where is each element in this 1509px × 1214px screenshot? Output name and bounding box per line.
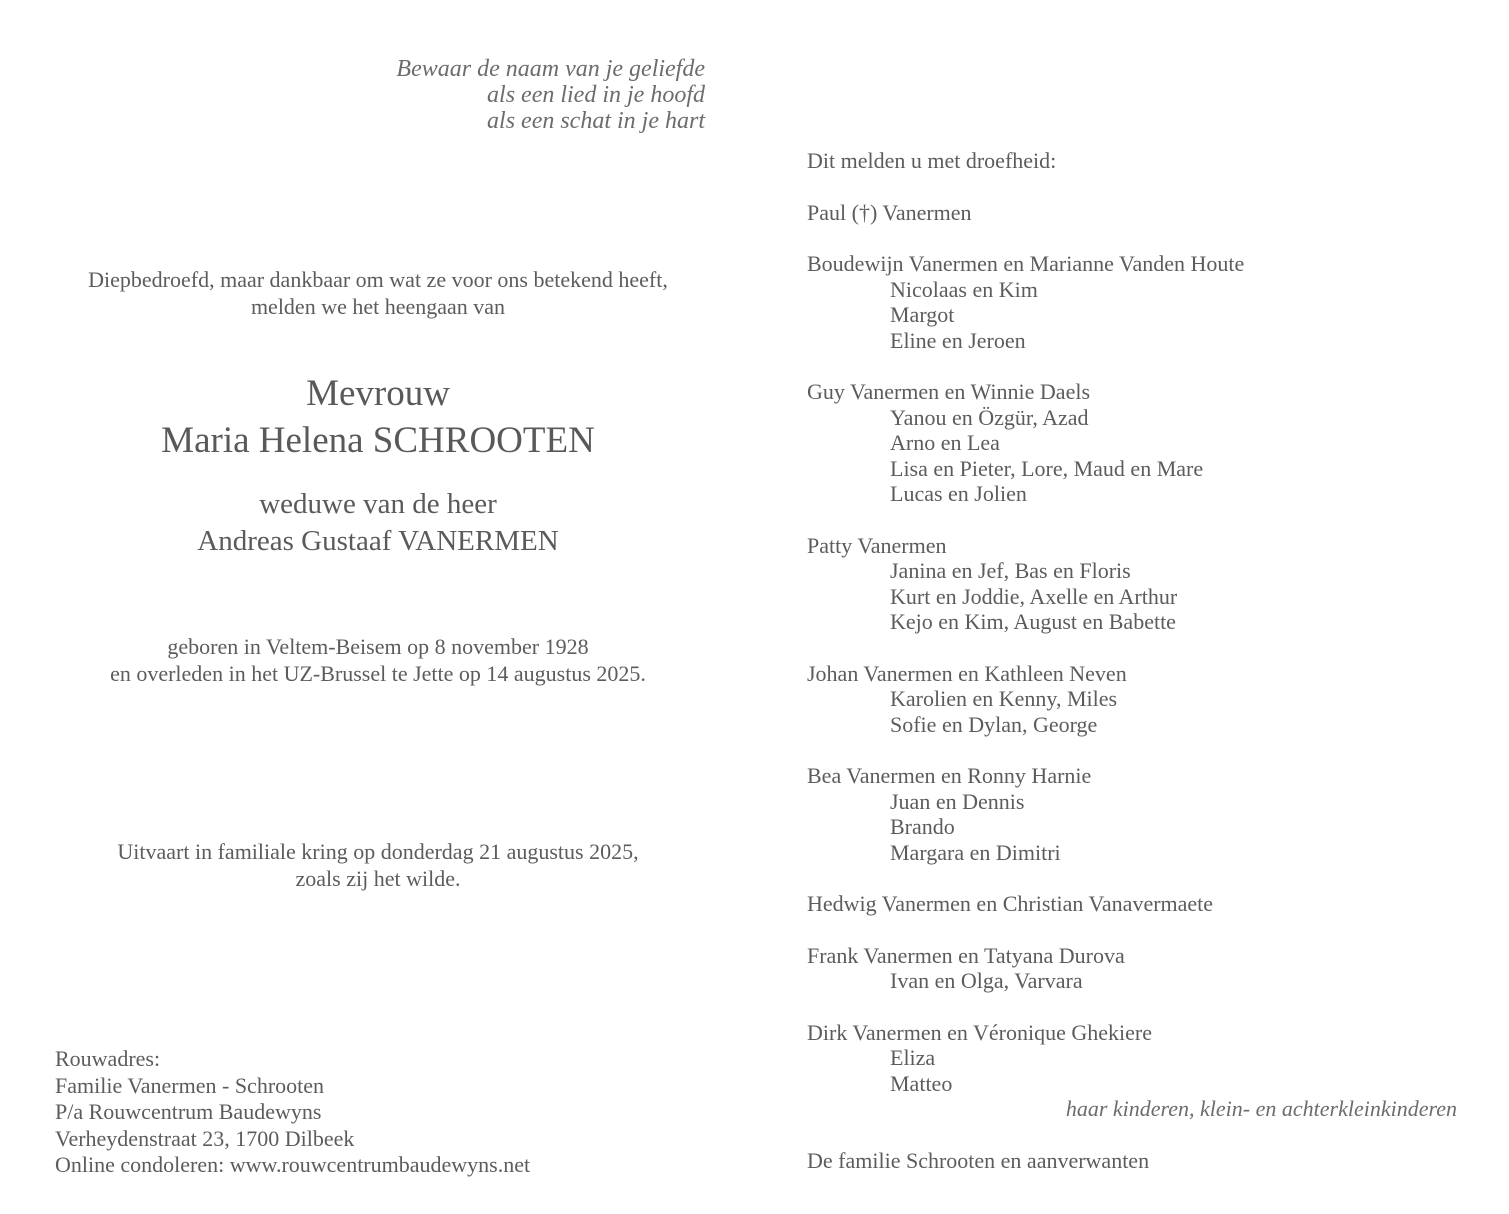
life-dates-block <box>0 633 756 687</box>
family-child: Ivan en Olga, Varvara <box>890 968 1083 993</box>
families-list <box>807 200 1457 1097</box>
family-head: Hedwig Vanermen en Christian Vanavermaete <box>807 891 1214 916</box>
mourning-address-block <box>55 1046 530 1179</box>
widow-label: weduwe van de heer <box>259 488 497 520</box>
widow-block <box>0 486 756 560</box>
family-column <box>807 148 1457 1173</box>
family-child: Nicolaas en Kim <box>890 276 1038 302</box>
family-head: Guy Vanermen en Winnie Daels <box>807 379 1091 404</box>
family-child: Lucas en Jolien <box>890 481 1027 506</box>
birth-line: geboren in Veltem-Beisem op 8 november 1928 <box>167 634 589 659</box>
family-head: Boudewijn Vanermen en Marianne Vanden Houte <box>807 251 1245 276</box>
intro-line: Diepbedroefd, maar dankbaar om wat ze voor ons betekend heeft, <box>88 267 668 292</box>
address-line: Familie Vanermen - Schrooten <box>55 1072 325 1098</box>
family-child: Janina en Jef, Bas en Floris <box>890 558 1131 583</box>
deceased-name: Maria Helena SCHROOTEN <box>161 420 595 461</box>
family-head: Bea Vanermen en Ronny Harnie <box>807 763 1092 788</box>
family-block <box>807 533 1457 635</box>
address-line: P/a Rouwcentrum Baudewyns <box>55 1099 322 1124</box>
family-head: Patty Vanermen <box>807 532 947 558</box>
honorific-title: Mevrouw <box>306 373 450 414</box>
family-child: Eliza <box>890 1045 936 1070</box>
family-head: Paul (†) Vanermen <box>807 199 972 225</box>
funeral-line: Uitvaart in familiale kring op donderdag 21 augustus 2025, <box>117 839 639 864</box>
family-child: Sofie en Dylan, George <box>890 711 1098 737</box>
family-child: Kurt en Joddie, Axelle en Arthur <box>890 583 1178 609</box>
poem-line: als een lied in je hoofd <box>487 82 705 108</box>
family-child: Karolien en Kenny, Miles <box>890 686 1118 711</box>
intro-line: melden we het heengaan van <box>250 294 506 319</box>
family-block <box>807 943 1457 994</box>
poem-block <box>396 56 705 134</box>
poem-line: Bewaar de naam van je geliefde <box>396 56 705 82</box>
deceased-name-block <box>0 370 756 464</box>
family-head: Frank Vanermen en Tatyana Durova <box>807 942 1125 968</box>
poem-line: als een schat in je hart <box>487 108 705 134</box>
mourning-address-label: Rouwadres: <box>55 1046 161 1071</box>
funeral-line: zoals zij het wilde. <box>295 866 461 891</box>
death-line: en overleden in het UZ-Brussel te Jette op 14 augustus 2025. <box>110 661 646 686</box>
funeral-block <box>0 838 756 892</box>
family-child: Matteo <box>890 1070 953 1096</box>
family-block <box>807 891 1457 917</box>
address-line: Verheydenstraat 23, 1700 Dilbeek <box>55 1125 355 1151</box>
family-block <box>807 251 1457 353</box>
family-child: Lisa en Pieter, Lore, Maud en Mare <box>890 455 1204 481</box>
family-child: Juan en Dennis <box>890 788 1025 814</box>
family-block <box>807 200 1457 226</box>
address-line: Online condoleren: www.rouwcentrumbaudewyns.net <box>55 1152 531 1177</box>
relation-note: haar kinderen, klein- en achterkleinkinderen <box>1065 1096 1457 1121</box>
family-block <box>807 379 1457 507</box>
family-child: Eline en Jeroen <box>890 327 1026 353</box>
family-child: Arno en Lea <box>890 430 1000 455</box>
family-block <box>807 1020 1457 1097</box>
family-child: Kejo en Kim, August en Babette <box>890 609 1176 634</box>
family-child: Yanou en Özgür, Azad <box>890 404 1089 430</box>
widower-name: Andreas Gustaaf VANERMEN <box>197 525 559 557</box>
family-child: Brando <box>890 814 955 839</box>
family-head: Dirk Vanermen en Véronique Ghekiere <box>807 1019 1152 1045</box>
family-block <box>807 763 1457 865</box>
closing-line: De familie Schrooten en aanverwanten <box>807 1147 1150 1173</box>
family-child: Margara en Dimitri <box>890 839 1061 865</box>
announcement-line: Dit melden u met droefheid: <box>807 148 1057 173</box>
family-block <box>807 661 1457 738</box>
family-child: Margot <box>890 302 955 327</box>
intro-block <box>0 266 756 320</box>
family-head: Johan Vanermen en Kathleen Neven <box>807 660 1127 686</box>
